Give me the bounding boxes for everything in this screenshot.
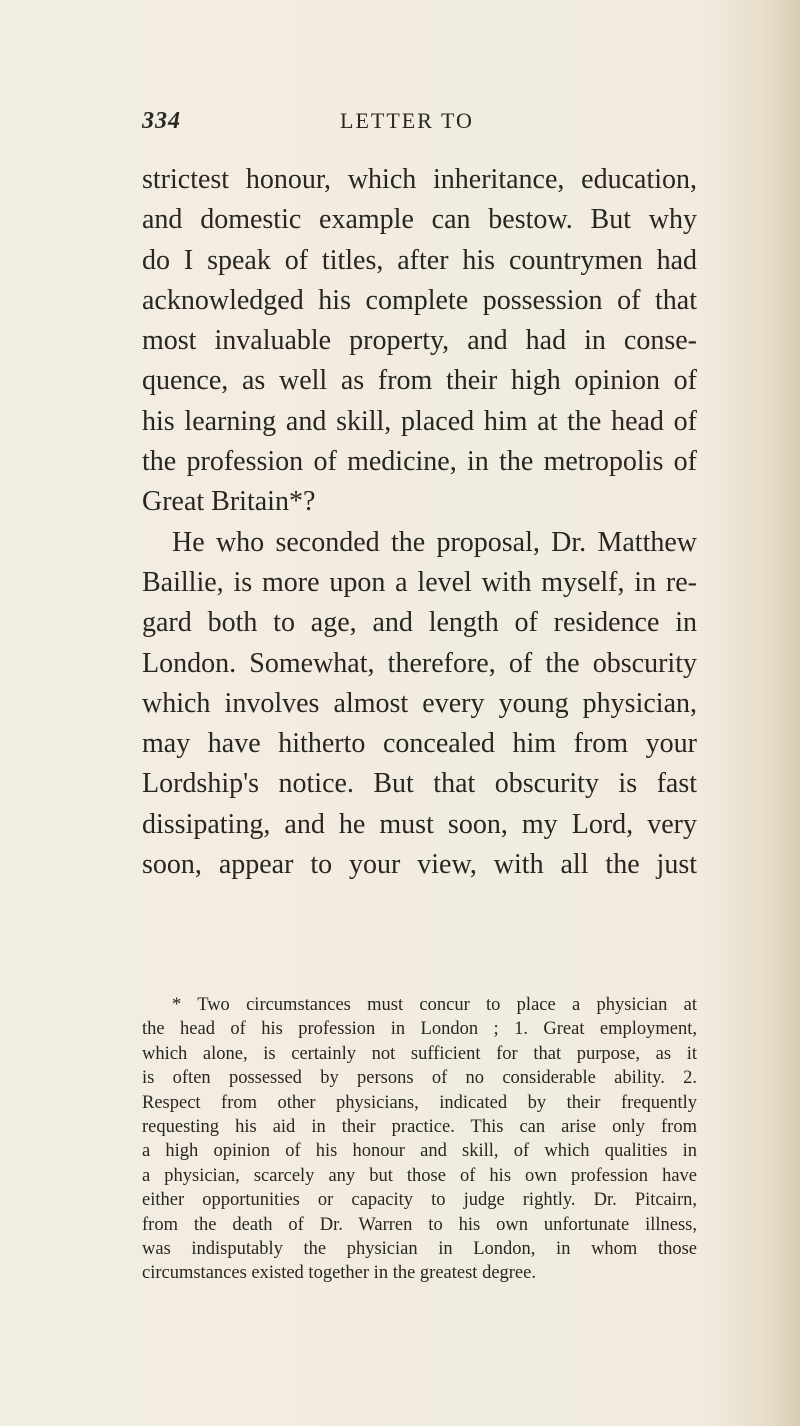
footnote-line: is often possessed by persons of no considerable ability. 2.: [142, 1068, 697, 1089]
text-line: and domestic example can bestow. But why: [142, 204, 697, 236]
text-line: He who seconded the proposal, Dr. Matthew: [172, 526, 697, 558]
page-number: 334: [142, 108, 181, 134]
footnote-line: a physician, scarcely any but those of his own profession have: [142, 1165, 697, 1186]
footnote-line: was indisputably the physician in London, in whom those: [142, 1238, 697, 1259]
text-line: most invaluable property, and had in conse-: [142, 325, 697, 357]
text-line: gard both to age, and length of residence in: [142, 607, 697, 639]
footnote-line: Respect from other physicians, indicated by their frequently: [142, 1092, 697, 1113]
text-line: dissipating, and he must soon, my Lord, very: [142, 808, 697, 840]
footnote-line: the head of his profession in London ; 1. Great employment,: [142, 1019, 697, 1040]
text-line: London. Somewhat, therefore, of the obscurity: [142, 647, 697, 679]
text-line: acknowledged his complete possession of that: [142, 284, 697, 316]
footnote: [142, 993, 697, 1286]
footnote-line: either opportunities or capacity to judge rightly. Dr. Pitcairn,: [142, 1190, 697, 1211]
footnote-line: circumstances existed together in the greatest degree.: [142, 1263, 536, 1284]
text-line: do I speak of titles, after his countrymen had: [142, 244, 697, 276]
text-line: Lordship's notice. But that obscurity is fast: [142, 768, 697, 800]
text-line: soon, appear to your view, with all the just: [142, 849, 697, 881]
running-head: LETTER TO: [340, 108, 474, 133]
text-line: which involves almost every young physician,: [142, 687, 697, 719]
text-line: his learning and skill, placed him at the head of: [142, 405, 697, 437]
footnote-line: which alone, is certainly not sufficient for that purpose, as it: [142, 1043, 697, 1064]
main-text: [142, 160, 697, 885]
page-header: [0, 108, 800, 148]
footnote-line: requesting his aid in their practice. This can arise only from: [142, 1116, 697, 1137]
text-line: the profession of medicine, in the metropolis of: [142, 446, 697, 478]
text-line: Baillie, is more upon a level with myself, in re-: [142, 566, 697, 598]
text-line: strictest honour, which inheritance, education,: [142, 164, 697, 195]
footnote-line: a high opinion of his honour and skill, of which qualities in: [142, 1141, 697, 1162]
footnote-line: from the death of Dr. Warren to his own unfortunate illness,: [142, 1214, 697, 1235]
footnote-line: * Two circumstances must concur to place a physician at: [172, 995, 697, 1015]
text-line: quence, as well as from their high opinion of: [142, 365, 697, 397]
text-line: may have hitherto concealed him from your: [142, 728, 697, 760]
text-line: Great Britain*?: [142, 486, 316, 518]
